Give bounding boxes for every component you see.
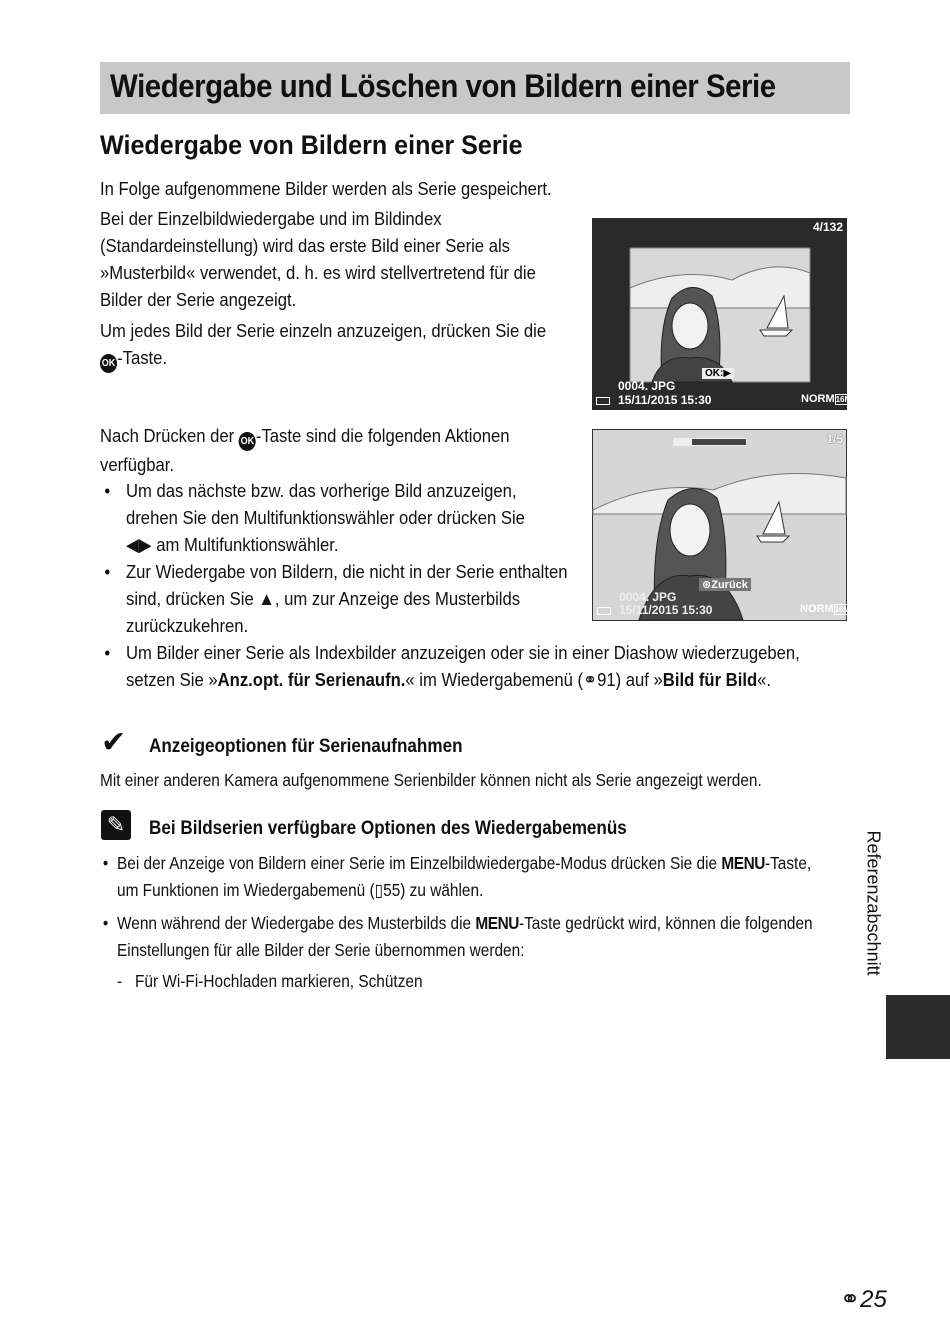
section-heading: Wiedergabe von Bildern einer Serie xyxy=(100,130,523,160)
checkmark-icon: ✔ xyxy=(101,726,127,759)
text-line: Nach Drücken der OK-Taste sind die folgenden Aktionen xyxy=(100,422,510,451)
menu-key-icon: MENU xyxy=(721,853,765,873)
pencil-note-icon: ✎ xyxy=(101,810,131,840)
image-counter: 1/5 xyxy=(826,432,843,446)
text-line: OK-Taste. xyxy=(100,344,546,373)
text-line: Zur Wiedergabe von Bildern, die nicht in der Serie enthalten xyxy=(126,561,568,582)
note-heading: Anzeigeoptionen für Serienaufnahmen xyxy=(149,736,463,757)
text-line: »Musterbild« verwendet, d. h. es wird stellvertretend für die xyxy=(100,262,536,283)
back-hint: ⊛Zurück xyxy=(699,578,751,591)
intro-paragraph-1: In Folge aufgenommene Bilder werden als Serie gespeichert. xyxy=(100,178,552,199)
up-arrow-icon: ▲ xyxy=(258,588,275,609)
menu-key-icon: MENU xyxy=(475,913,519,933)
text-line: Um jedes Bild der Serie einzeln anzuzeigen, drücken Sie die xyxy=(100,320,547,341)
battery-icon xyxy=(597,607,611,615)
list-item-3 xyxy=(104,639,800,693)
text-line: sind, drücken Sie ▲, um zur Anzeige des Musterbilds xyxy=(126,588,521,609)
text-line: ◀▶ am Multifunktionswähler. xyxy=(126,534,339,555)
note-bullet-2 xyxy=(102,910,813,964)
reference-icon: ⚭ xyxy=(840,1286,861,1313)
note-sub-item: - Für Wi-Fi-Hochladen markieren, Schützen xyxy=(117,971,423,991)
ok-hint: OK:▶ xyxy=(702,368,734,379)
text-line: setzen Sie »Anz.opt. für Serienaufn.« im Wiedergabemenü (⚭91) auf »Bild für Bild«. xyxy=(126,669,772,690)
section-tab-block xyxy=(886,995,950,1059)
date-time: 15/11/2015 15:30 xyxy=(618,393,712,407)
text-line: Um Bilder einer Serie als Indexbilder anzuzeigen oder sie in einer Diashow wiederzugeben, xyxy=(126,642,800,663)
bullet: • xyxy=(102,853,109,873)
text-line: Bei der Einzelbildwiedergabe und im Bildindex xyxy=(100,208,442,229)
page-number: ⚭25 xyxy=(840,1286,887,1313)
bullet: • xyxy=(102,913,109,933)
text-line: Wenn während der Wiedergabe des Musterbilds die MENU-Taste gedrückt wird, können die folgenden xyxy=(117,913,813,933)
intro-paragraph-2 xyxy=(100,205,536,313)
intro-paragraph-3 xyxy=(100,317,546,373)
text-line: Um das nächste bzw. das vorherige Bild anzuzeigen, xyxy=(126,480,517,501)
text-line: verfügbar. xyxy=(100,454,175,475)
note-heading: Bei Bildserien verfügbare Optionen des Wiedergabemenüs xyxy=(149,818,627,839)
file-name: 0004. JPG xyxy=(618,379,676,393)
left-right-arrows-icon: ◀▶ xyxy=(126,534,152,555)
list-item-2 xyxy=(104,558,568,639)
text-line: Bei der Anzeige von Bildern einer Serie im Einzelbildwiedergabe-Modus drücken Sie die MENU-Taste, xyxy=(117,853,812,873)
book-icon: ▯ xyxy=(374,880,384,900)
text-line: um Funktionen im Wiedergabemenü (▯55) zu wählen. xyxy=(117,880,484,900)
bullet: • xyxy=(104,642,111,663)
note-bullet-1 xyxy=(102,850,812,904)
image-counter: 4/132 xyxy=(812,220,843,234)
quality-indicator: NORM16M xyxy=(800,603,851,615)
title-bar xyxy=(100,62,850,114)
ok-button-icon: OK xyxy=(100,354,117,373)
text-line: drehen Sie den Multifunktionswähler oder drücken Sie xyxy=(126,507,525,528)
text-line: Bilder der Serie angezeigt. xyxy=(100,289,297,310)
progress-fill xyxy=(674,439,692,445)
bullet: • xyxy=(104,480,111,501)
camera-screen-1 xyxy=(592,218,852,410)
date-time: 15/11/2015 15:30 xyxy=(619,603,713,617)
after-paragraph xyxy=(100,422,510,478)
series-progress-bar xyxy=(673,438,747,446)
list-item-1 xyxy=(104,477,525,558)
text-line: zurückzukehren. xyxy=(126,615,249,636)
section-tab-label: Referenzabschnitt xyxy=(863,830,884,976)
file-name: 0004. JPG xyxy=(619,590,677,604)
reference-icon: ⚭ xyxy=(583,669,598,690)
text-line: Einstellungen für alle Bilder der Serie übernommen werden: xyxy=(117,940,525,960)
ok-button-icon: OK xyxy=(239,432,256,451)
battery-icon xyxy=(596,397,610,405)
note-text: Mit einer anderen Kamera aufgenommene Serienbilder können nicht als Serie angezeigt werden. xyxy=(100,770,762,790)
camera-screen-2 xyxy=(592,429,851,621)
page-title: Wiedergabe und Löschen von Bildern einer Serie xyxy=(110,68,776,104)
text-line: (Standardeinstellung) wird das erste Bild einer Serie als xyxy=(100,235,510,256)
bullet: • xyxy=(104,561,111,582)
quality-indicator: NORM16M xyxy=(801,393,852,405)
